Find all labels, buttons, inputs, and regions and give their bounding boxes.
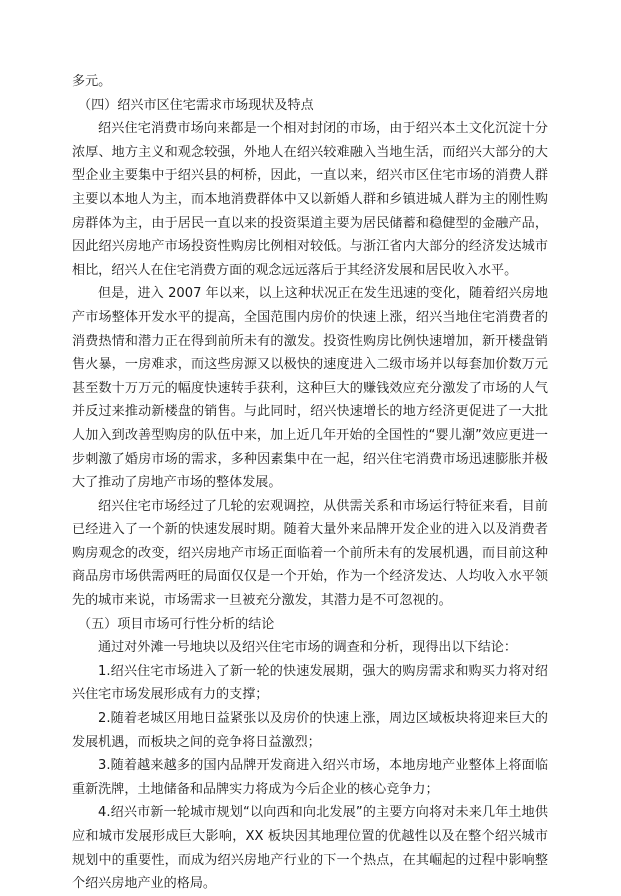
section-four-heading: （四）绍兴市区住宅需求市场现状及特点: [78, 97, 314, 113]
conclusion-item-1: 1.绍兴住宅市场进入了新一轮的快速发展期，强大的购房需求和购买力将对绍兴住宅市场发展形成有力的支撑；: [72, 663, 548, 703]
section-four-paragraph-2: 但是，进入 2007 年以来，以上这种状况正在发生迅速的变化，随着绍兴房地产市场整体开发水平的提高，全国范围内房价的快速上涨，绍兴当地住宅消费者的消费热情和潜力正在得到前所未有的激发。投资性购房比例快速增加，新开楼盘销售火暴，一房难求，而这些房源又以极快的速度进入二级市场并以每套加价数万元甚至数十万万元的幅度快速转手获利，这种巨大的赚钱效应充分激发了市场的人气并反过来推动新楼盘的销售。与此同时，绍兴快速增长的地方经济更促进了一大批人加入到改善型购房的队伍中来，加上近几年开始的全国性的“婴儿潮”效应更进一步刺激了婚房市场的需求，多种因素集中在一起，绍兴住宅消费市场迅速膨胀并极大了推动了房地产市场的整体发展。: [72, 286, 548, 491]
section-four-paragraph-3: 绍兴住宅市场经过了几轮的宏观调控，从供需关系和市场运行特征来看，目前已经进入了一个新的快速发展时期。随着大量外来品牌开发企业的进入以及消费者购房观念的改变，绍兴房地产市场正面临着一个前所未有的发展机遇，而目前这种商品房市场供需两旺的局面仅仅是一个开始，作为一个经济发达、人均收入水平领先的城市来说，市场需求一旦被充分激发，其潜力是不可忽视的。: [72, 498, 548, 609]
section-five-intro: 通过对外滩一号地块以及绍兴住宅市场的调查和分析，现得出以下结论：: [98, 640, 517, 656]
conclusion-item-2: 2.随着老城区用地日益紧张以及房价的快速上涨，周边区域板块将迎来巨大的发展机遇，而板块之间的竞争将日益激烈；: [72, 711, 548, 750]
document-body: [72, 70, 548, 896]
conclusion-item-3: 3.随着越来越多的国内品牌开发商进入绍兴市场，本地房地产业整体上将面临重新洗牌，土地储备和品牌实力将成为今后企业的核心竞争力；: [72, 758, 548, 797]
conclusion-item-4: 4.绍兴市新一轮城市规划“以向西和向北发展”的主要方向将对未来几年土地供应和城市发展形成巨大影响，XX 板块因其地理位置的优越性以及在整个绍兴城市规划中的重要性，而成为绍兴房地产行业的下一个热点，在其崛起的过程中影响整个绍兴房地产业的格局。: [72, 805, 548, 892]
section-four-paragraph-1: 绍兴住宅消费市场向来都是一个相对封闭的市场，由于绍兴本土文化沉淀十分浓厚、地方主义和观念较强，外地人在绍兴较难融入当地生活，而绍兴大部分的大型企业主要集中于绍兴县的柯桥，因此，一直以来，绍兴市区住宅市场的消费人群主要以本地人为主，而本地消费群体中又以新婚人群和乡镇进城人群为主的刚性购房群体为主，由于居民一直以来的投资渠道主要为居民储蓄和稳健型的金融产品，因此绍兴房地产市场投资性购房比例相对较低。与浙江省内大部分的经济发达城市相比，绍兴人在住宅消费方面的观念远远落后于其经济发展和居民收入水平。: [72, 121, 548, 278]
section-five-heading: （五）项目市场可行性分析的结论: [78, 616, 275, 632]
continuation-line: 多元。: [72, 74, 112, 89]
